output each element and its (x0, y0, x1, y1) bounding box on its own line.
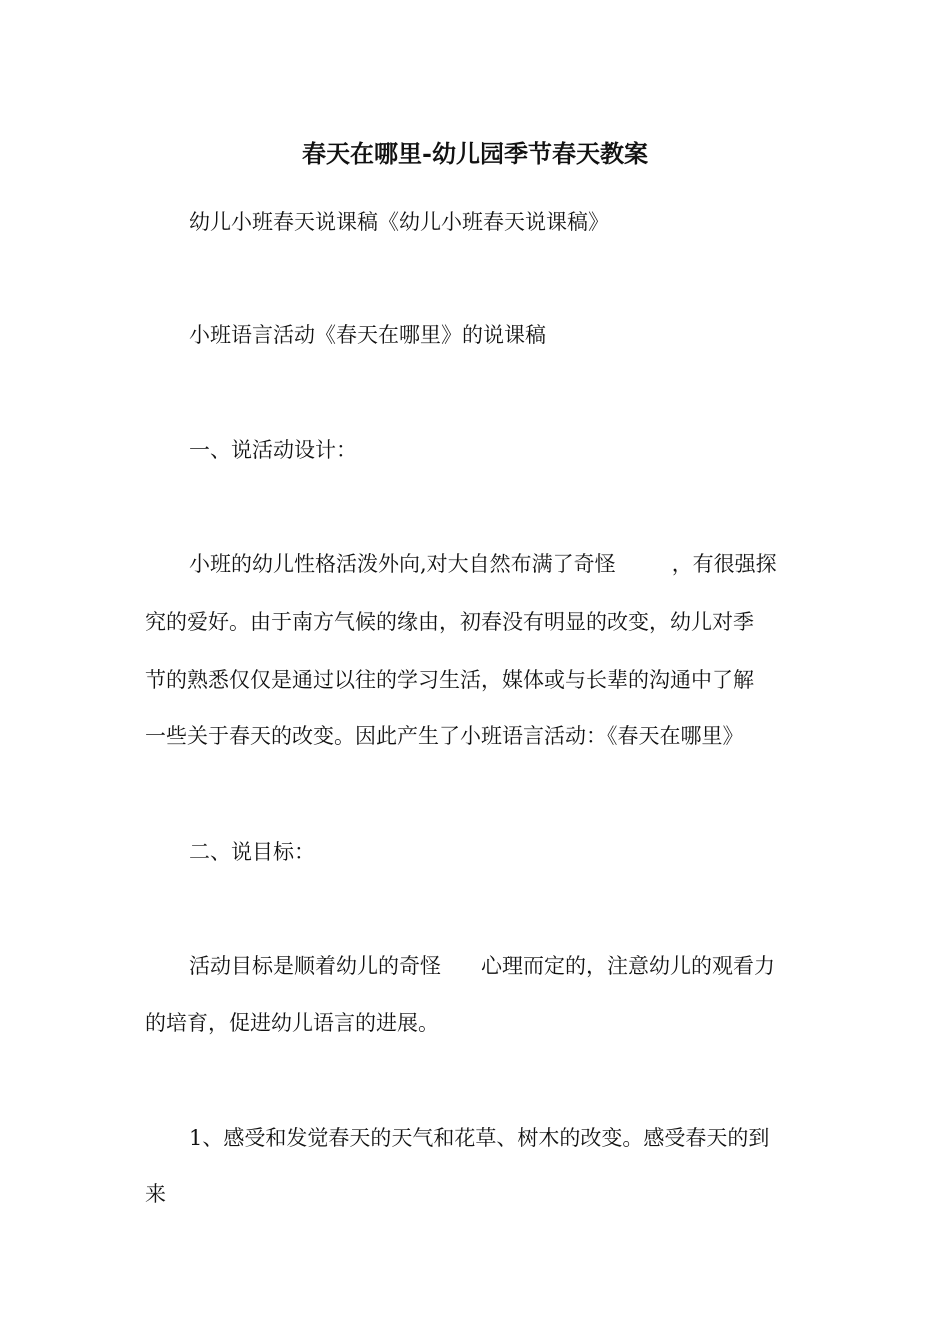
section2-paragraph-line-1-a: 活动目标是顺着幼儿的奇怪 (189, 954, 441, 978)
section1-paragraph-line-2: 究的爱好。由于南方气候的缘由，初春没有明显的改变，幼儿对季 (145, 610, 754, 634)
section1-paragraph-line-3: 节的熟悉仅仅是通过以往的学习生活，媒体或与长辈的沟通中了解 (145, 668, 754, 692)
section2-heading: 二、说目标： (189, 840, 315, 864)
document-title: 春天在哪里-幼儿园季节春天教案 (302, 139, 648, 168)
goal1-line-2: 来 (145, 1182, 166, 1206)
section1-paragraph-line-1 (189, 544, 777, 584)
section1-heading: 一、说活动设计： (189, 438, 357, 462)
section1-paragraph-line-4: 一些关于春天的改变。因此产生了小班语言活动：《春天在哪里》 (145, 724, 744, 748)
section2-paragraph-line-1 (189, 946, 775, 986)
subtitle-line: 幼儿小班春天说课稿《幼儿小班春天说课稿》 (189, 210, 609, 234)
section1-paragraph-line-1-a: 小班的幼儿性格活泼外向,对大自然布满了奇怪 (189, 552, 616, 576)
section1-paragraph-line-1-b: ，有很强探 (671, 552, 777, 576)
section2-paragraph-line-1-b: 心理而定的，注意幼儿的观看力 (481, 954, 775, 978)
intro-line: 小班语言活动《春天在哪里》的说课稿 (189, 323, 546, 347)
section2-paragraph-line-2: 的培育，促进幼儿语言的进展。 (145, 1011, 439, 1035)
goal1-line-1: 1、感受和发觉春天的天气和花草、树木的改变。感受春天的到 (189, 1126, 770, 1150)
